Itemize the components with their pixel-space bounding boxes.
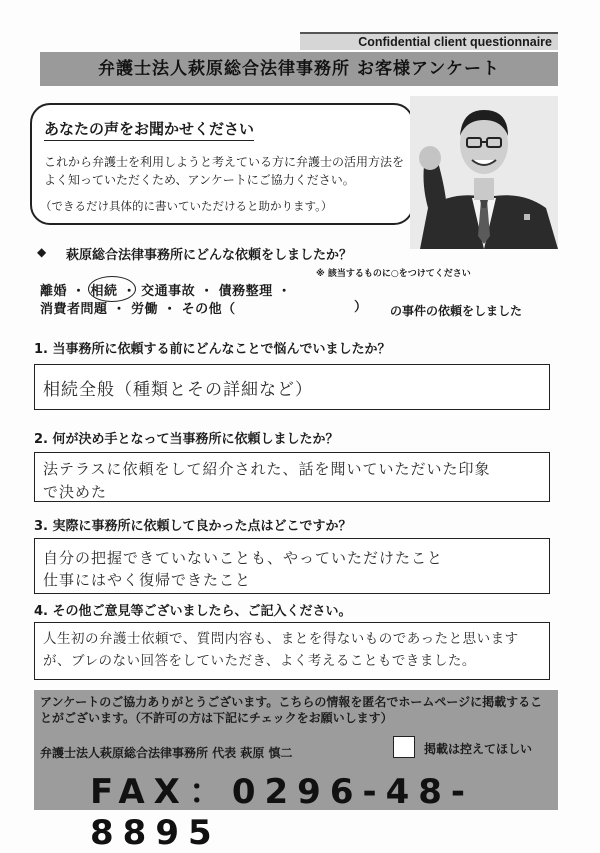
question-4-label: 4. その他ご意見等ございましたら、ご記入ください。	[34, 604, 352, 619]
lawyer-illustration	[410, 96, 558, 249]
question-2-answer-box[interactable]	[34, 452, 550, 502]
question-3-answer-line2: 仕事にはやく復帰できたこと	[43, 571, 252, 589]
question-3-label: 3. 実際に事務所に依頼して良かった点はどこですか？	[34, 519, 352, 534]
question-1-answer-line1: 相続全般（種類とその詳細など）	[43, 380, 313, 400]
confidential-label: Confidential client questionnaire	[300, 32, 558, 50]
question-2-answer-line2: で決めた	[43, 483, 108, 501]
question-2-answer-line1: 法テラスに依頼をして紹介された、話を聞いていただいた印象	[43, 460, 491, 478]
lawyer-photo	[410, 96, 558, 249]
question-1-label: 1. 当事務所に依頼する前にどんなことで悩んでいましたか？	[34, 342, 391, 357]
opt-out-label: 掲載は控えてほしい	[424, 742, 533, 756]
question-3-answer-box[interactable]	[34, 538, 550, 594]
case-type-options-line2: 消費者問題 ・ 労働 ・ その他（	[40, 302, 236, 317]
question-2-label: 2. 何が決め手となって当事務所に依頼しましたか？	[34, 432, 339, 447]
question-4-answer-text: 人生初の弁護士依頼で、質問内容も、まとを得ないものであったと思いますが、ブレのない回答をしていただき、よく考えることもできました。	[43, 631, 519, 669]
other-paren-close: ）	[354, 300, 368, 315]
page-title: 弁護士法人萩原総合法律事務所 お客様アンケート	[40, 52, 558, 86]
question-3-answer-line1: 自分の把握できていないことも、やっていただけたこと	[43, 549, 444, 567]
footer-notice: アンケートのご協力ありがとうございます。こちらの情報を匿名でホームページに掲載することがございます。（不許可の方は下記にチェックをお願いします）	[40, 695, 543, 725]
case-type-question: 萩原総合法律事務所にどんな依頼をしましたか？	[66, 248, 353, 263]
case-type-suffix: の事件の依頼をしました	[390, 304, 523, 318]
question-4-answer-box[interactable]	[34, 622, 550, 680]
case-type-options-line1: 離婚 ・ 相続 ・ 交通事故 ・ 債務整理 ・	[40, 284, 292, 299]
fax-number: FAX：0296-48-8895	[90, 772, 475, 853]
firm-representative: 弁護士法人萩原総合法律事務所 代表 萩原 慎二	[40, 746, 293, 760]
bubble-note: （できるだけ具体的に書いていただけると助かります。）	[40, 199, 333, 213]
opt-out-checkbox[interactable]	[393, 736, 415, 758]
case-type-note: ※ 該当するものに○をつけてください	[316, 269, 471, 279]
diamond-bullet: ◆	[37, 245, 47, 259]
question-1-answer-box[interactable]	[34, 364, 550, 410]
bubble-text: これから弁護士を利用しようと考えている方に弁護士の活用方法をよく知っていただくため、アンケートにご協力ください。	[44, 155, 405, 187]
bubble-title: あなたの声をお聞かせください	[44, 118, 254, 141]
